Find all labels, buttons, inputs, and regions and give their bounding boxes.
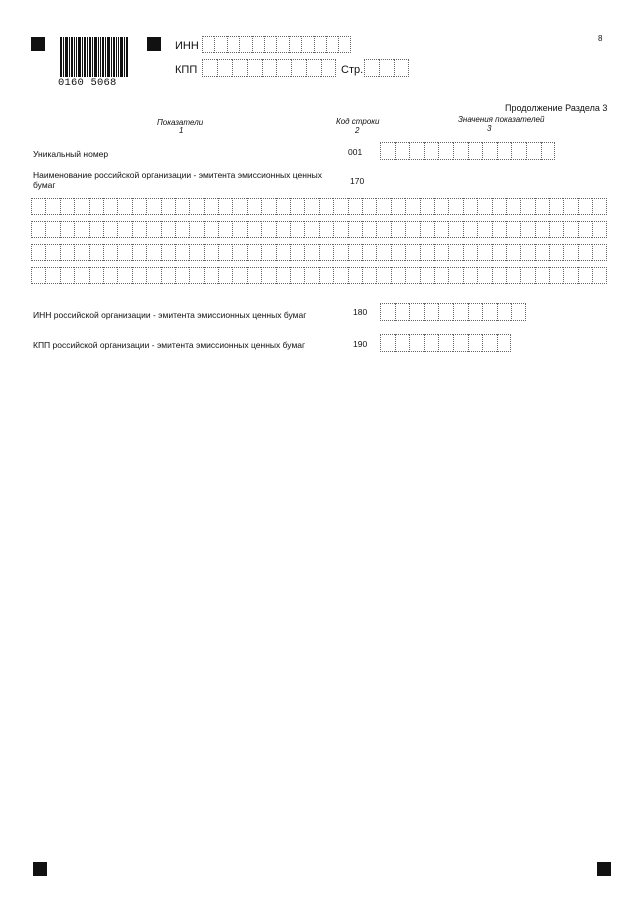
entry-cell[interactable] xyxy=(405,198,419,215)
entry-cell[interactable] xyxy=(217,59,232,77)
entry-cell[interactable] xyxy=(161,221,175,238)
entry-cell[interactable] xyxy=(364,59,379,77)
entry-cell[interactable] xyxy=(103,221,117,238)
entry-cell[interactable] xyxy=(189,244,203,261)
entry-cell[interactable] xyxy=(304,267,318,284)
entry-cell[interactable] xyxy=(232,267,246,284)
entry-cell[interactable] xyxy=(362,198,376,215)
col2-title: Код строки xyxy=(336,117,380,126)
entry-cell[interactable] xyxy=(578,198,592,215)
entry-cell[interactable] xyxy=(492,221,506,238)
entry-cell[interactable] xyxy=(89,244,103,261)
entry-cell[interactable] xyxy=(146,198,160,215)
entry-cell[interactable] xyxy=(497,142,512,160)
entry-cell[interactable] xyxy=(304,244,318,261)
entry-cell[interactable] xyxy=(520,267,534,284)
page-cells[interactable] xyxy=(364,59,409,77)
entry-cell[interactable] xyxy=(394,59,409,77)
entry-cell[interactable] xyxy=(189,221,203,238)
entry-cell[interactable] xyxy=(463,198,477,215)
entry-cell[interactable] xyxy=(477,198,491,215)
entry-cell[interactable] xyxy=(463,267,477,284)
issuer-name-cells-row-4[interactable] xyxy=(31,267,607,284)
entry-cell[interactable] xyxy=(289,36,301,53)
entry-cell[interactable] xyxy=(592,221,606,238)
entry-cell[interactable] xyxy=(482,142,497,160)
entry-cell[interactable] xyxy=(492,198,506,215)
entry-cell[interactable] xyxy=(362,267,376,284)
issuer-inn-code: 180 xyxy=(353,307,368,317)
entry-cell[interactable] xyxy=(391,267,405,284)
entry-cell[interactable] xyxy=(468,303,483,321)
entry-cell[interactable] xyxy=(391,244,405,261)
entry-cell[interactable] xyxy=(60,267,74,284)
entry-cell[interactable] xyxy=(448,221,462,238)
entry-cell[interactable] xyxy=(520,221,534,238)
entry-cell[interactable] xyxy=(247,267,261,284)
entry-cell[interactable] xyxy=(477,221,491,238)
issuer-name-cells-row-2[interactable] xyxy=(31,221,607,238)
entry-cell[interactable] xyxy=(420,198,434,215)
issuer-name-cells-row-1[interactable] xyxy=(31,198,607,215)
entry-cell[interactable] xyxy=(252,36,264,53)
unique-number-cells[interactable] xyxy=(380,142,555,160)
entry-cell[interactable] xyxy=(232,244,246,261)
entry-cell[interactable] xyxy=(380,303,395,321)
entry-cell[interactable] xyxy=(132,221,146,238)
entry-cell[interactable] xyxy=(319,198,333,215)
entry-cell[interactable] xyxy=(434,221,448,238)
entry-cell[interactable] xyxy=(492,244,506,261)
entry-cell[interactable] xyxy=(578,267,592,284)
entry-cell[interactable] xyxy=(434,267,448,284)
entry-cell[interactable] xyxy=(247,59,262,77)
entry-cell[interactable] xyxy=(506,221,520,238)
entry-cell[interactable] xyxy=(362,244,376,261)
entry-cell[interactable] xyxy=(117,244,131,261)
entry-cell[interactable] xyxy=(391,221,405,238)
col1-title: Показатели xyxy=(157,118,204,127)
entry-cell[interactable] xyxy=(348,267,362,284)
entry-cell[interactable] xyxy=(132,244,146,261)
entry-cell[interactable] xyxy=(592,244,606,261)
col1-num: 1 xyxy=(179,126,184,135)
entry-cell[interactable] xyxy=(434,198,448,215)
entry-cell[interactable] xyxy=(348,244,362,261)
corner-marker-top-mid xyxy=(147,37,161,51)
entry-cell[interactable] xyxy=(45,221,59,238)
entry-cell[interactable] xyxy=(175,198,189,215)
entry-cell[interactable] xyxy=(232,221,246,238)
issuer-inn-label: ИНН российской организации - эмитента эмиссионных ценных бумаг xyxy=(33,310,307,320)
entry-cell[interactable] xyxy=(74,267,88,284)
entry-cell[interactable] xyxy=(117,221,131,238)
entry-cell[interactable] xyxy=(290,221,304,238)
entry-cell[interactable] xyxy=(409,142,424,160)
entry-cell[interactable] xyxy=(453,334,468,352)
corner-marker-top-left xyxy=(31,37,45,51)
entry-cell[interactable] xyxy=(161,267,175,284)
entry-cell[interactable] xyxy=(218,198,232,215)
entry-cell[interactable] xyxy=(175,221,189,238)
entry-cell[interactable] xyxy=(497,334,512,352)
entry-cell[interactable] xyxy=(31,267,45,284)
entry-cell[interactable] xyxy=(333,221,347,238)
entry-cell[interactable] xyxy=(146,221,160,238)
entry-cell[interactable] xyxy=(60,221,74,238)
entry-cell[interactable] xyxy=(103,198,117,215)
entry-cell[interactable] xyxy=(482,303,497,321)
entry-cell[interactable] xyxy=(89,221,103,238)
entry-cell[interactable] xyxy=(276,221,290,238)
entry-cell[interactable] xyxy=(448,267,462,284)
entry-cell[interactable] xyxy=(262,59,277,77)
entry-cell[interactable] xyxy=(420,221,434,238)
entry-cell[interactable] xyxy=(497,303,512,321)
entry-cell[interactable] xyxy=(468,334,483,352)
entry-cell[interactable] xyxy=(319,267,333,284)
entry-cell[interactable] xyxy=(520,244,534,261)
inn-label: ИНН xyxy=(175,40,199,52)
entry-cell[interactable] xyxy=(304,198,318,215)
entry-cell[interactable] xyxy=(218,267,232,284)
entry-cell[interactable] xyxy=(276,198,290,215)
entry-cell[interactable] xyxy=(202,59,217,77)
entry-cell[interactable] xyxy=(578,244,592,261)
entry-cell[interactable] xyxy=(424,303,439,321)
entry-cell[interactable] xyxy=(227,36,239,53)
entry-cell[interactable] xyxy=(563,221,577,238)
entry-cell[interactable] xyxy=(276,244,290,261)
entry-cell[interactable] xyxy=(395,303,410,321)
entry-cell[interactable] xyxy=(424,334,439,352)
entry-cell[interactable] xyxy=(239,36,251,53)
entry-cell[interactable] xyxy=(60,244,74,261)
entry-cell[interactable] xyxy=(232,59,247,77)
entry-cell[interactable] xyxy=(291,59,306,77)
entry-cell[interactable] xyxy=(189,198,203,215)
entry-cell[interactable] xyxy=(31,221,45,238)
entry-cell[interactable] xyxy=(103,244,117,261)
entry-cell[interactable] xyxy=(338,36,350,53)
entry-cell[interactable] xyxy=(45,244,59,261)
entry-cell[interactable] xyxy=(290,244,304,261)
entry-cell[interactable] xyxy=(376,244,390,261)
entry-cell[interactable] xyxy=(549,198,563,215)
entry-cell[interactable] xyxy=(549,244,563,261)
entry-cell[interactable] xyxy=(247,244,261,261)
entry-cell[interactable] xyxy=(175,267,189,284)
entry-cell[interactable] xyxy=(261,221,275,238)
entry-cell[interactable] xyxy=(535,221,549,238)
entry-cell[interactable] xyxy=(463,221,477,238)
entry-cell[interactable] xyxy=(438,142,453,160)
entry-cell[interactable] xyxy=(420,244,434,261)
entry-cell[interactable] xyxy=(264,36,276,53)
entry-cell[interactable] xyxy=(549,221,563,238)
entry-cell[interactable] xyxy=(333,267,347,284)
entry-cell[interactable] xyxy=(214,36,226,53)
entry-cell[interactable] xyxy=(438,303,453,321)
issuer-kpp-cells[interactable] xyxy=(380,334,511,352)
entry-cell[interactable] xyxy=(348,221,362,238)
col2-num: 2 xyxy=(355,126,360,135)
issuer-name-label: Наименование российской организации - эмитента эмиссионных ценных бумаг xyxy=(33,170,323,190)
entry-cell[interactable] xyxy=(261,244,275,261)
entry-cell[interactable] xyxy=(319,244,333,261)
entry-cell[interactable] xyxy=(463,244,477,261)
entry-cell[interactable] xyxy=(204,221,218,238)
entry-cell[interactable] xyxy=(453,142,468,160)
issuer-name-code: 170 xyxy=(350,176,365,186)
entry-cell[interactable] xyxy=(376,267,390,284)
entry-cell[interactable] xyxy=(74,221,88,238)
unique-number-code: 001 xyxy=(348,147,363,157)
issuer-kpp-label: КПП российской организации - эмитента эмиссионных ценных бумаг xyxy=(33,340,306,350)
inn-cells[interactable] xyxy=(202,36,351,53)
entry-cell[interactable] xyxy=(301,36,313,53)
entry-cell[interactable] xyxy=(333,244,347,261)
issuer-kpp-code: 190 xyxy=(353,339,368,349)
entry-cell[interactable] xyxy=(31,198,45,215)
entry-cell[interactable] xyxy=(380,334,395,352)
entry-cell[interactable] xyxy=(161,244,175,261)
entry-cell[interactable] xyxy=(304,221,318,238)
entry-cell[interactable] xyxy=(314,36,326,53)
entry-cell[interactable] xyxy=(326,36,338,53)
entry-cell[interactable] xyxy=(563,267,577,284)
entry-cell[interactable] xyxy=(146,267,160,284)
entry-cell[interactable] xyxy=(424,142,439,160)
entry-cell[interactable] xyxy=(511,142,526,160)
entry-cell[interactable] xyxy=(321,59,336,77)
entry-cell[interactable] xyxy=(290,198,304,215)
entry-cell[interactable] xyxy=(477,244,491,261)
entry-cell[interactable] xyxy=(362,221,376,238)
page-mark: 8 xyxy=(598,34,603,43)
entry-cell[interactable] xyxy=(45,267,59,284)
entry-cell[interactable] xyxy=(348,198,362,215)
entry-cell[interactable] xyxy=(535,267,549,284)
entry-cell[interactable] xyxy=(592,198,606,215)
entry-cell[interactable] xyxy=(247,221,261,238)
entry-cell[interactable] xyxy=(247,198,261,215)
corner-marker-bottom-left xyxy=(33,862,47,876)
entry-cell[interactable] xyxy=(506,198,520,215)
entry-cell[interactable] xyxy=(541,142,556,160)
entry-cell[interactable] xyxy=(578,221,592,238)
col3-num: 3 xyxy=(487,124,492,133)
entry-cell[interactable] xyxy=(535,244,549,261)
kpp-label: КПП xyxy=(175,64,198,76)
entry-cell[interactable] xyxy=(592,267,606,284)
entry-cell[interactable] xyxy=(290,267,304,284)
entry-cell[interactable] xyxy=(395,334,410,352)
entry-cell[interactable] xyxy=(204,267,218,284)
issuer-name-cells-row-3[interactable] xyxy=(31,244,607,261)
entry-cell[interactable] xyxy=(261,198,275,215)
entry-cell[interactable] xyxy=(477,267,491,284)
entry-cell[interactable] xyxy=(132,267,146,284)
entry-cell[interactable] xyxy=(276,36,288,53)
entry-cell[interactable] xyxy=(306,59,321,77)
entry-cell[interactable] xyxy=(31,244,45,261)
entry-cell[interactable] xyxy=(468,142,483,160)
entry-cell[interactable] xyxy=(132,198,146,215)
entry-cell[interactable] xyxy=(405,221,419,238)
entry-cell[interactable] xyxy=(202,36,214,53)
entry-cell[interactable] xyxy=(204,198,218,215)
entry-cell[interactable] xyxy=(405,244,419,261)
entry-cell[interactable] xyxy=(146,244,160,261)
barcode-number: 0160 5068 xyxy=(58,77,117,89)
entry-cell[interactable] xyxy=(526,142,541,160)
entry-cell[interactable] xyxy=(232,198,246,215)
section-continuation: Продолжение Раздела 3 xyxy=(505,103,608,113)
entry-cell[interactable] xyxy=(376,198,390,215)
entry-cell[interactable] xyxy=(161,198,175,215)
entry-cell[interactable] xyxy=(409,334,424,352)
entry-cell[interactable] xyxy=(60,198,74,215)
entry-cell[interactable] xyxy=(204,244,218,261)
entry-cell[interactable] xyxy=(276,59,291,77)
barcode-image xyxy=(60,37,128,77)
entry-cell[interactable] xyxy=(89,198,103,215)
entry-cell[interactable] xyxy=(405,267,419,284)
entry-cell[interactable] xyxy=(409,303,424,321)
entry-cell[interactable] xyxy=(434,244,448,261)
entry-cell[interactable] xyxy=(74,244,88,261)
entry-cell[interactable] xyxy=(379,59,394,77)
entry-cell[interactable] xyxy=(520,198,534,215)
entry-cell[interactable] xyxy=(319,221,333,238)
entry-cell[interactable] xyxy=(506,244,520,261)
entry-cell[interactable] xyxy=(89,267,103,284)
entry-cell[interactable] xyxy=(448,244,462,261)
entry-cell[interactable] xyxy=(117,267,131,284)
entry-cell[interactable] xyxy=(117,198,131,215)
entry-cell[interactable] xyxy=(506,267,520,284)
entry-cell[interactable] xyxy=(453,303,468,321)
entry-cell[interactable] xyxy=(276,267,290,284)
kpp-cells[interactable] xyxy=(202,59,336,77)
entry-cell[interactable] xyxy=(438,334,453,352)
entry-cell[interactable] xyxy=(511,303,526,321)
entry-cell[interactable] xyxy=(448,198,462,215)
entry-cell[interactable] xyxy=(380,142,395,160)
entry-cell[interactable] xyxy=(175,244,189,261)
entry-cell[interactable] xyxy=(376,221,390,238)
entry-cell[interactable] xyxy=(563,198,577,215)
entry-cell[interactable] xyxy=(261,267,275,284)
issuer-inn-cells[interactable] xyxy=(380,303,526,321)
entry-cell[interactable] xyxy=(492,267,506,284)
entry-cell[interactable] xyxy=(563,244,577,261)
unique-number-label: Уникальный номер xyxy=(33,149,109,159)
entry-cell[interactable] xyxy=(420,267,434,284)
entry-cell[interactable] xyxy=(74,198,88,215)
corner-marker-bottom-right xyxy=(597,862,611,876)
entry-cell[interactable] xyxy=(395,142,410,160)
entry-cell[interactable] xyxy=(535,198,549,215)
entry-cell[interactable] xyxy=(189,267,203,284)
entry-cell[interactable] xyxy=(218,221,232,238)
entry-cell[interactable] xyxy=(391,198,405,215)
col3-title: Значения показателей xyxy=(458,115,545,124)
entry-cell[interactable] xyxy=(103,267,117,284)
entry-cell[interactable] xyxy=(482,334,497,352)
entry-cell[interactable] xyxy=(549,267,563,284)
entry-cell[interactable] xyxy=(45,198,59,215)
entry-cell[interactable] xyxy=(333,198,347,215)
entry-cell[interactable] xyxy=(218,244,232,261)
page-label: Стр. xyxy=(341,64,364,76)
